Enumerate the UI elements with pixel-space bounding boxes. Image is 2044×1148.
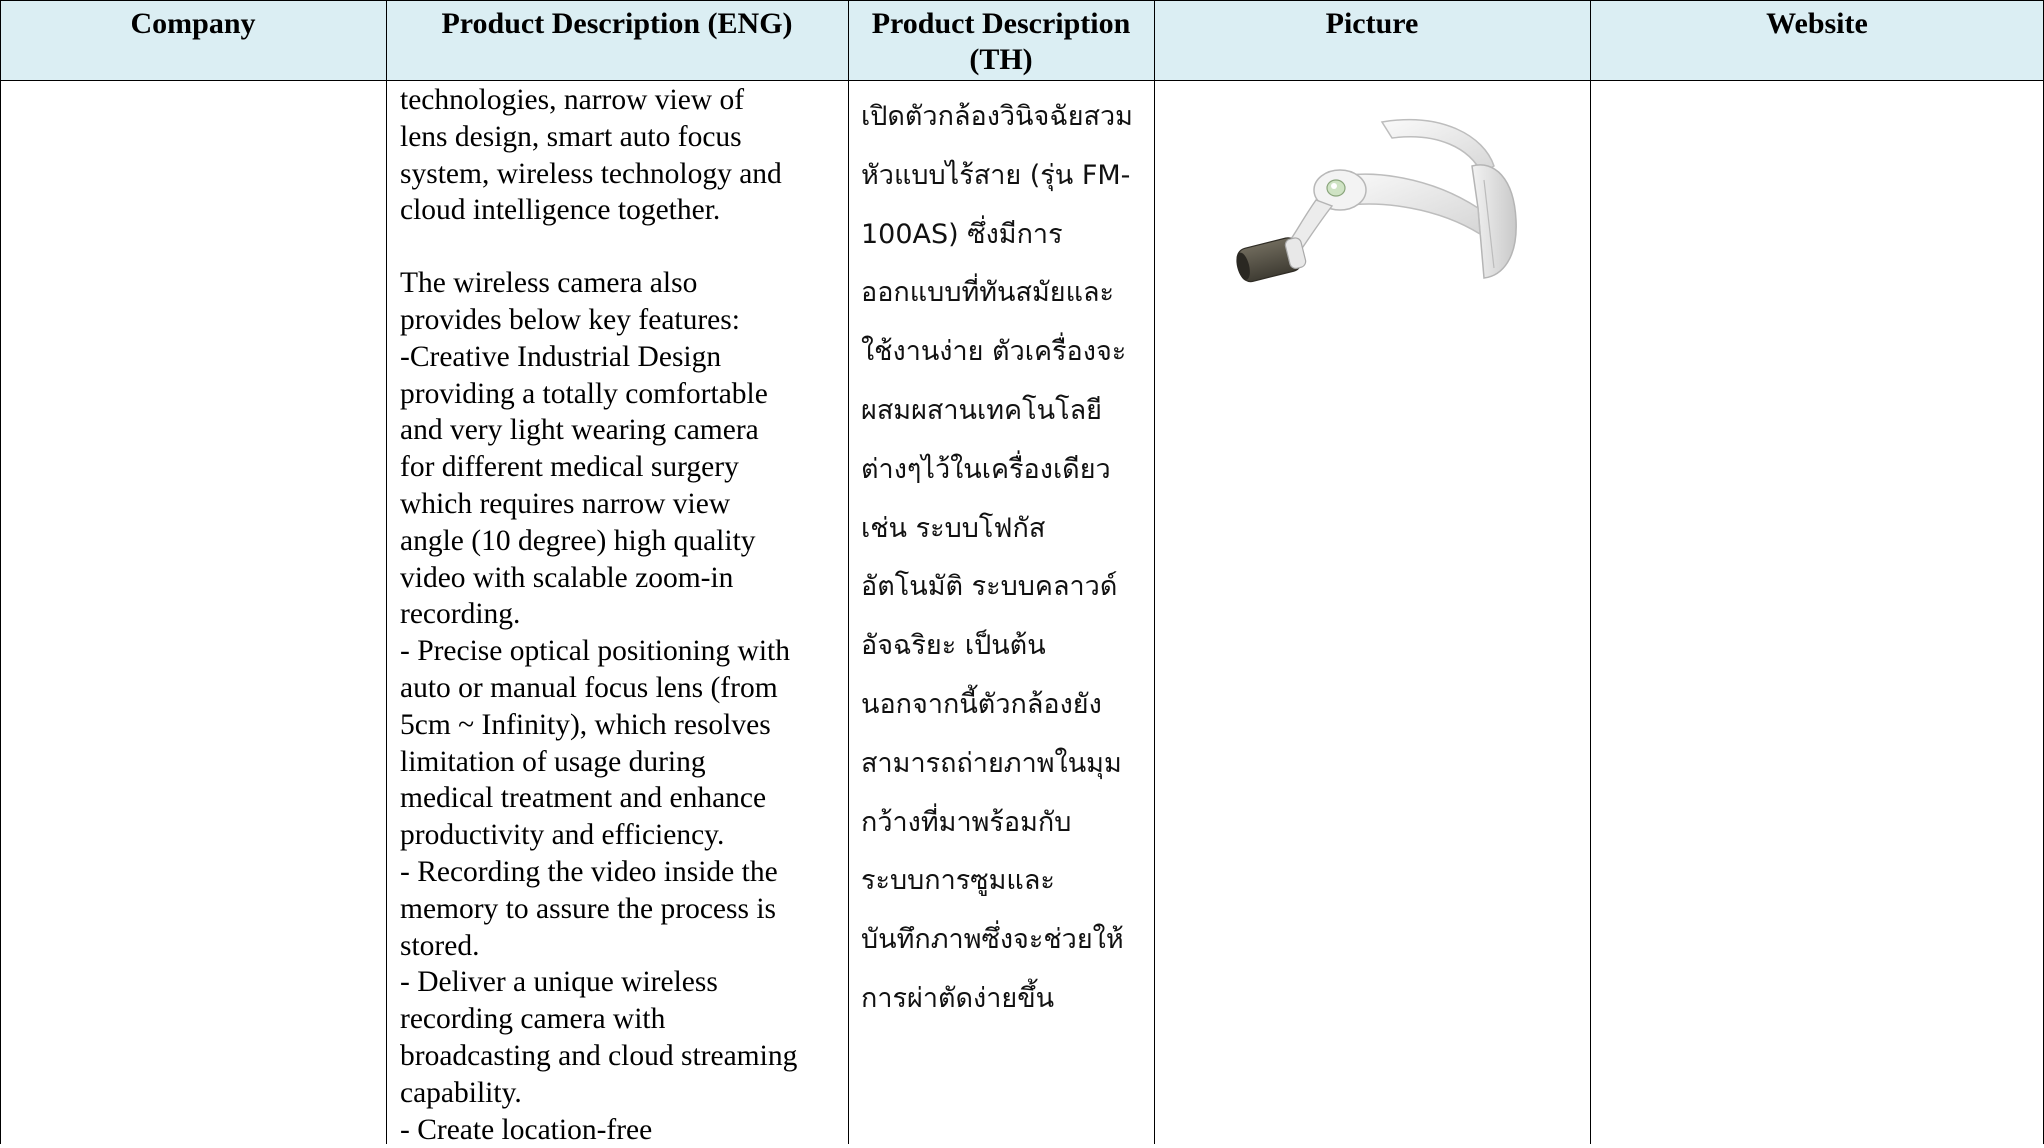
th-line: ต่างๆไว้ในเครื่องเดียว (861, 453, 1111, 485)
product-description-th-cell (861, 88, 1151, 1029)
header-product-description-eng: Product Description (ENG) (441, 7, 793, 40)
th-line: 100AS) ซึ่งมีการ (861, 218, 1063, 250)
table-header-row (0, 0, 2044, 80)
table-top-border (0, 0, 2044, 1)
header-product-description-th: Product Description (TH) (871, 7, 1131, 76)
th-line: บันทึกภาพซึ่งจะช่วยให้ (861, 924, 1124, 956)
eng-paragraph-2: The wireless camera also provides below key features: -Creative Industrial Design providing a totally comfortable and very light wearing camera for different medical surgery which requires narrow view angle (10 degree) high quality video with scalable zoom-in recording. - Precise optical positioning with auto or manual focus lens (from 5cm ~ Infinity), which resolves limitation of usage during medical treatment and enhance productivity and efficiency. - Recording the video inside the memory to assure the process is stored. - Deliver a unique wireless recording camera with broadcasting and cloud streaming capability. - Create location-free (400, 267, 798, 1146)
column-border-th (1154, 0, 1155, 1144)
th-line: เช่น ระบบโฟกัส (861, 512, 1046, 544)
header-picture: Picture (1325, 7, 1419, 40)
header-company: Company (130, 7, 256, 40)
th-line: กว้างที่มาพร้อมกับ (861, 806, 1072, 838)
th-line: อัตโนมัติ ระบบคลาวด์ (861, 571, 1118, 603)
eng-paragraph-1: technologies, narrow view of lens design, smart auto focus system, wireless technology and cloud intelligence together. (400, 84, 782, 227)
th-line: นอกจากนี้ตัวกล้องยัง (861, 688, 1102, 720)
header-bottom-border (0, 80, 2044, 81)
th-line: สามารถถ่ายภาพในมุม (861, 747, 1122, 779)
product-description-eng-cell (400, 82, 840, 1148)
column-border-eng (848, 0, 849, 1144)
th-line: เปิดตัวกล้องวินิจฉัยสวม (861, 101, 1133, 132)
column-border-picture (1590, 0, 1591, 1144)
column-border-company (386, 0, 387, 1144)
wireless-head-camera-image (1232, 108, 1542, 292)
column-border-left (0, 0, 1, 1144)
th-line: ระบบการซูมและ (861, 865, 1055, 897)
th-line: การผ่าตัดง่ายขึ้น (861, 982, 1055, 1014)
th-line: ใช้งานง่าย ตัวเครื่องจะ (861, 336, 1127, 368)
header-website: Website (1766, 7, 1868, 40)
th-line: หัวแบบไร้สาย (รุ่น FM- (861, 159, 1131, 191)
th-line: ออกแบบที่ทันสมัยและ (861, 277, 1115, 309)
th-line: ผสมผสานเทคโนโลยี (861, 394, 1102, 426)
th-line: อัจฉริยะ เป็นต้น (861, 630, 1046, 662)
